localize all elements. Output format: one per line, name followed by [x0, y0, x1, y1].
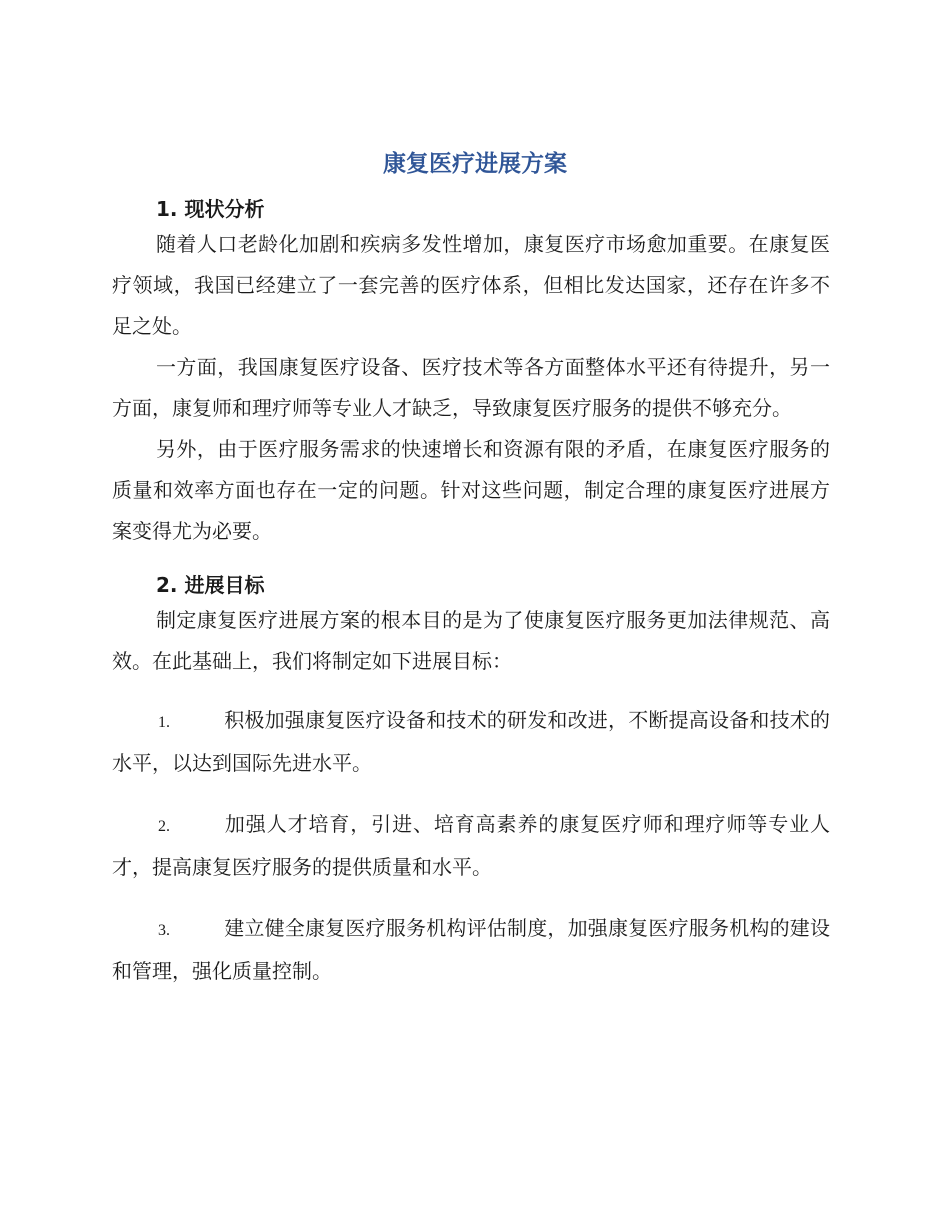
list-item — [112, 908, 830, 992]
paragraph: 一方面，我国康复医疗设备、医疗技术等各方面整体水平还有待提升，另一方面，康复师和理疗师等专业人才缺乏，导致康复医疗服务的提供不够充分。 — [112, 355, 830, 420]
list-number: 1. — [158, 714, 170, 731]
paragraph: 随着人口老龄化加剧和疾病多发性增加，康复医疗市场愈加重要。在康复医疗领域，我国已经建立了一套完善的医疗体系，但相比发达国家，还存在许多不足之处。 — [112, 232, 830, 338]
paragraph: 另外，由于医疗服务需求的快速增长和资源有限的矛盾，在康复医疗服务的质量和效率方面也存在一定的问题。针对这些问题，制定合理的康复医疗进展方案变得尤为必要。 — [112, 437, 830, 543]
list-item-text: 加强人才培育，引进、培育高素养的康复医疗师和理疗师等专业人才，提高康复医疗服务的提供质量和水平。 — [112, 812, 830, 879]
list-item — [112, 700, 830, 784]
document-title: 康复医疗进展方案 — [383, 151, 567, 177]
list-item — [112, 804, 830, 888]
list-item-text: 积极加强康复医疗设备和技术的研发和改进，不断提高设备和技术的水平，以达到国际先进水平。 — [112, 708, 830, 775]
section-heading-goals: 2. 进展目标 — [156, 573, 265, 597]
paragraph: 制定康复医疗进展方案的根本目的是为了使康复医疗服务更加法律规范、高效。在此基础上，我们将制定如下进展目标： — [112, 608, 830, 673]
list-number: 2. — [158, 818, 170, 835]
list-item-text: 建立健全康复医疗服务机构评估制度，加强康复医疗服务机构的建设和管理，强化质量控制。 — [112, 916, 830, 983]
list-number: 3. — [158, 922, 170, 939]
section-heading-status: 1. 现状分析 — [156, 197, 265, 221]
